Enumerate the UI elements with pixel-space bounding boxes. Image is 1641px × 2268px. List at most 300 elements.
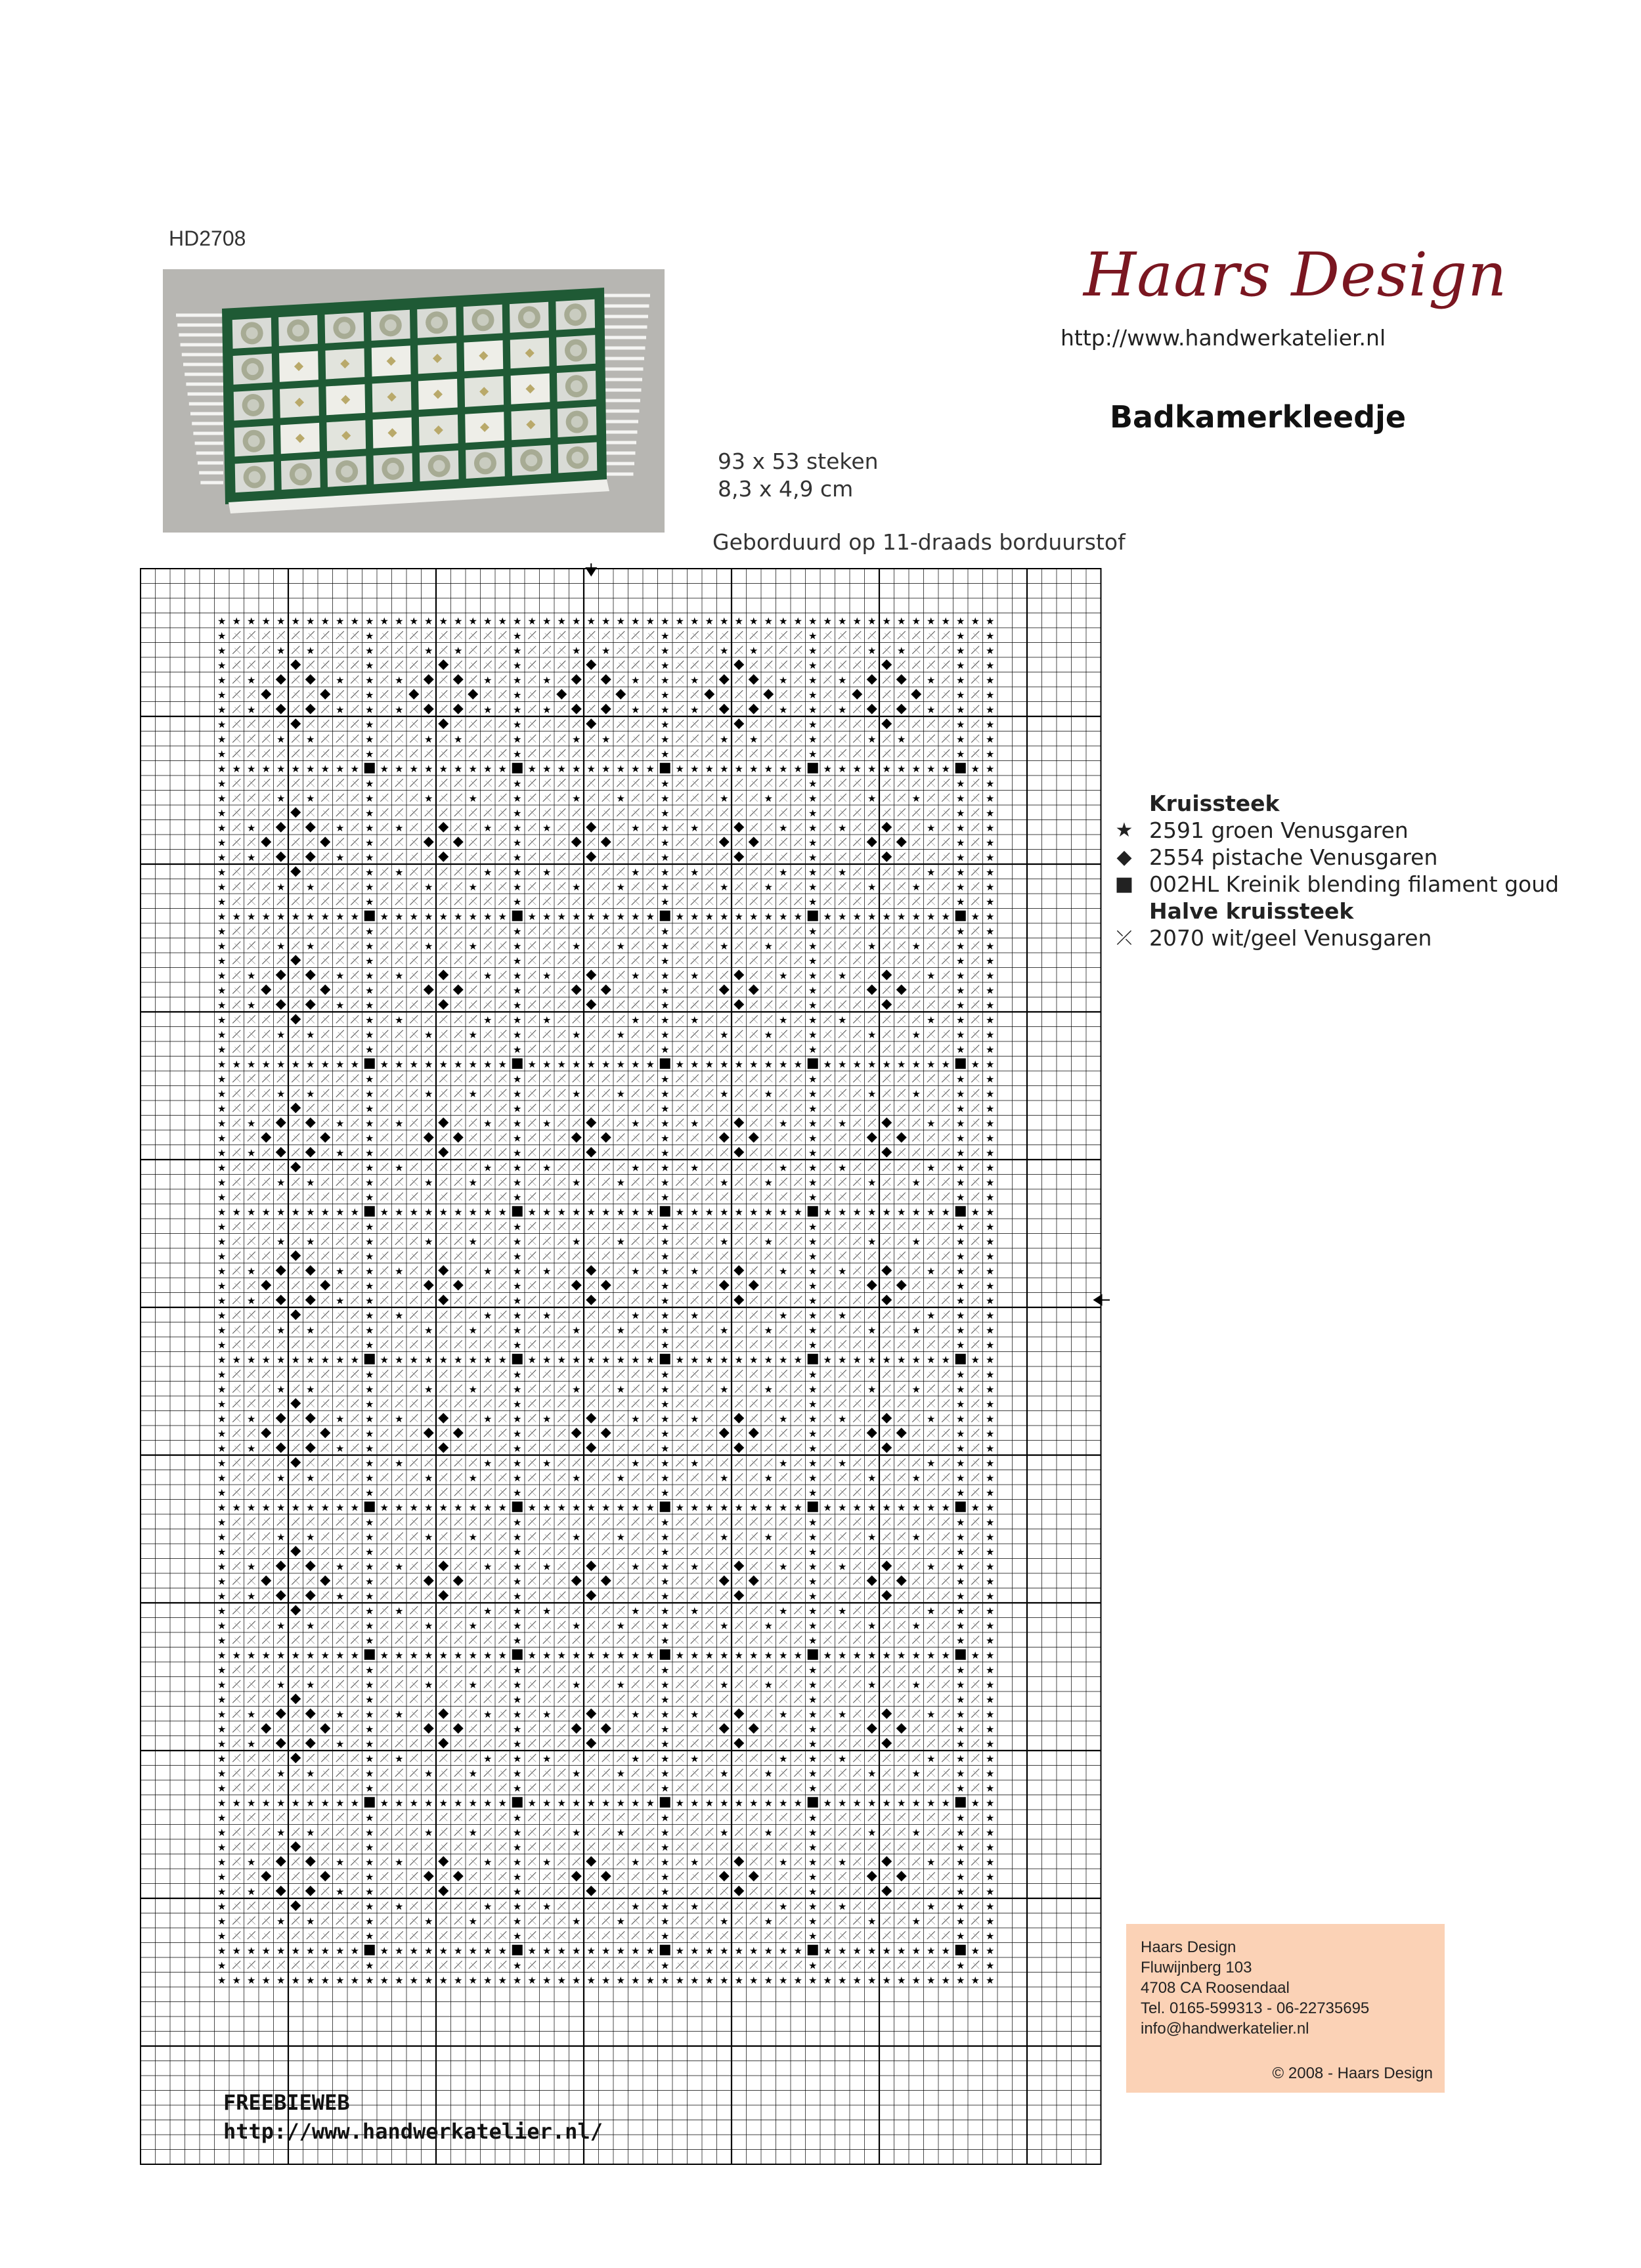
email-link[interactable]: info@handwerkatelier.nl: [1141, 2020, 1309, 2038]
svg-text:★: ★: [986, 925, 995, 938]
svg-text:★: ★: [986, 1087, 995, 1100]
svg-text:★: ★: [631, 615, 640, 627]
svg-text:★: ★: [602, 733, 611, 745]
svg-text:★: ★: [350, 1058, 359, 1070]
svg-text:★: ★: [513, 999, 522, 1011]
svg-text:★: ★: [661, 689, 670, 701]
svg-text:★: ★: [808, 1294, 818, 1307]
svg-text:★: ★: [586, 1058, 596, 1070]
svg-text:★: ★: [808, 1087, 818, 1100]
svg-text:★: ★: [306, 1028, 315, 1041]
svg-text:★: ★: [956, 1117, 965, 1129]
svg-text:★: ★: [424, 644, 433, 657]
star-icon: ★: [1115, 819, 1133, 842]
svg-text:★: ★: [986, 896, 995, 908]
svg-text:★: ★: [513, 1176, 522, 1189]
svg-text:★: ★: [808, 984, 818, 997]
svg-text:★: ★: [956, 1309, 965, 1322]
svg-text:★: ★: [808, 792, 818, 804]
svg-text:★: ★: [468, 940, 477, 952]
svg-text:★: ★: [454, 644, 463, 657]
svg-text:★: ★: [867, 733, 877, 745]
svg-text:★: ★: [986, 1206, 995, 1218]
svg-text:★: ★: [882, 910, 891, 923]
svg-text:★: ★: [483, 703, 492, 716]
svg-text:★: ★: [808, 1339, 818, 1351]
svg-text:★: ★: [808, 1235, 818, 1248]
svg-text:★: ★: [365, 1102, 374, 1115]
svg-text:★: ★: [808, 821, 818, 834]
svg-text:★: ★: [454, 615, 463, 627]
svg-text:★: ★: [734, 1353, 743, 1366]
svg-text:★: ★: [631, 969, 640, 982]
svg-text:★: ★: [823, 1058, 832, 1070]
svg-text:★: ★: [779, 1014, 788, 1026]
svg-text:★: ★: [291, 762, 300, 775]
svg-text:★: ★: [838, 1162, 847, 1174]
svg-text:★: ★: [661, 1117, 670, 1129]
svg-text:★: ★: [764, 1383, 773, 1395]
svg-text:★: ★: [749, 615, 758, 627]
svg-text:★: ★: [336, 1058, 345, 1070]
svg-text:★: ★: [557, 1206, 566, 1218]
svg-text:★: ★: [276, 733, 286, 745]
svg-text:★: ★: [808, 1265, 818, 1277]
svg-text:★: ★: [808, 644, 818, 657]
svg-text:★: ★: [247, 821, 256, 834]
svg-text:★: ★: [956, 821, 965, 834]
svg-text:★: ★: [645, 762, 655, 775]
svg-text:★: ★: [247, 910, 256, 923]
svg-text:★: ★: [690, 1162, 699, 1174]
svg-text:★: ★: [720, 644, 729, 657]
svg-text:★: ★: [661, 1176, 670, 1189]
svg-text:★: ★: [306, 1235, 315, 1248]
svg-text:★: ★: [217, 674, 227, 686]
svg-text:★: ★: [586, 762, 596, 775]
svg-text:★: ★: [956, 674, 965, 686]
svg-text:★: ★: [986, 1265, 995, 1277]
svg-text:★: ★: [365, 777, 374, 790]
address-line: Haars Design: [1141, 1938, 1236, 1956]
svg-text:★: ★: [365, 674, 374, 686]
svg-text:★: ★: [852, 1206, 862, 1218]
svg-text:★: ★: [542, 1117, 552, 1129]
svg-text:★: ★: [956, 1368, 965, 1381]
svg-text:★: ★: [602, 644, 611, 657]
svg-text:★: ★: [395, 615, 404, 627]
svg-text:★: ★: [631, 674, 640, 686]
svg-text:★: ★: [306, 762, 315, 775]
svg-text:★: ★: [602, 910, 611, 923]
svg-text:★: ★: [971, 1353, 980, 1366]
svg-text:★: ★: [734, 762, 743, 775]
svg-text:★: ★: [586, 1353, 596, 1366]
svg-text:★: ★: [793, 615, 802, 627]
svg-text:★: ★: [527, 1353, 536, 1366]
svg-text:★: ★: [956, 1339, 965, 1351]
svg-text:★: ★: [424, 762, 433, 775]
svg-text:★: ★: [808, 703, 818, 716]
svg-text:★: ★: [838, 1309, 847, 1322]
svg-text:★: ★: [631, 821, 640, 834]
svg-text:★: ★: [247, 1146, 256, 1159]
svg-text:★: ★: [808, 896, 818, 908]
svg-text:★: ★: [217, 1191, 227, 1204]
svg-text:★: ★: [986, 630, 995, 642]
svg-text:★: ★: [808, 969, 818, 982]
svg-text:★: ★: [838, 910, 847, 923]
svg-text:★: ★: [631, 866, 640, 879]
svg-text:★: ★: [320, 1058, 330, 1070]
svg-text:★: ★: [217, 1058, 227, 1070]
svg-text:★: ★: [705, 1058, 714, 1070]
svg-text:★: ★: [927, 1014, 936, 1026]
svg-text:★: ★: [217, 1324, 227, 1336]
svg-text:★: ★: [631, 1309, 640, 1322]
svg-text:★: ★: [217, 851, 227, 863]
svg-text:★: ★: [424, 1324, 433, 1336]
svg-text:★: ★: [661, 1191, 670, 1204]
svg-text:★: ★: [365, 969, 374, 982]
freebie-url[interactable]: http://www.handwerkatelier.nl/: [223, 2119, 603, 2144]
svg-text:★: ★: [808, 925, 818, 938]
svg-text:★: ★: [661, 748, 670, 760]
svg-text:★: ★: [468, 1353, 477, 1366]
svg-text:★: ★: [661, 703, 670, 716]
svg-text:★: ★: [395, 762, 404, 775]
svg-text:★: ★: [779, 1265, 788, 1277]
svg-text:★: ★: [365, 748, 374, 760]
svg-text:★: ★: [217, 1043, 227, 1056]
svg-text:★: ★: [661, 615, 670, 627]
svg-text:★: ★: [365, 1043, 374, 1056]
svg-text:★: ★: [217, 910, 227, 923]
legend-item: [1110, 871, 1559, 898]
svg-text:★: ★: [661, 807, 670, 819]
svg-text:★: ★: [483, 1353, 492, 1366]
svg-text:★: ★: [690, 1265, 699, 1277]
svg-text:★: ★: [986, 969, 995, 982]
svg-text:★: ★: [395, 674, 404, 686]
svg-text:★: ★: [897, 1058, 906, 1070]
svg-text:★: ★: [897, 733, 906, 745]
svg-text:★: ★: [911, 615, 921, 627]
svg-text:★: ★: [217, 1162, 227, 1174]
svg-text:★: ★: [602, 615, 611, 627]
svg-text:★: ★: [956, 969, 965, 982]
svg-text:★: ★: [808, 1117, 818, 1129]
svg-text:★: ★: [779, 674, 788, 686]
svg-text:★: ★: [956, 703, 965, 716]
svg-text:★: ★: [380, 762, 389, 775]
svg-text:★: ★: [927, 615, 936, 627]
svg-text:★: ★: [306, 1353, 315, 1366]
svg-text:★: ★: [616, 792, 625, 804]
svg-text:★: ★: [527, 762, 536, 775]
svg-text:★: ★: [424, 881, 433, 893]
svg-text:★: ★: [365, 1265, 374, 1277]
svg-text:★: ★: [320, 1206, 330, 1218]
svg-text:★: ★: [350, 1206, 359, 1218]
svg-text:★: ★: [336, 910, 345, 923]
svg-text:★: ★: [675, 615, 684, 627]
svg-text:★: ★: [661, 984, 670, 997]
svg-text:★: ★: [764, 1087, 773, 1100]
svg-text:★: ★: [365, 984, 374, 997]
svg-text:★: ★: [217, 703, 227, 716]
svg-text:★: ★: [513, 807, 522, 819]
svg-text:★: ★: [217, 1398, 227, 1410]
svg-text:★: ★: [779, 762, 788, 775]
svg-text:★: ★: [661, 1368, 670, 1381]
svg-text:★: ★: [779, 1162, 788, 1174]
svg-text:★: ★: [572, 1324, 581, 1336]
svg-text:★: ★: [661, 837, 670, 849]
svg-text:★: ★: [261, 615, 271, 627]
svg-text:★: ★: [306, 615, 315, 627]
svg-text:★: ★: [261, 910, 271, 923]
svg-text:★: ★: [336, 703, 345, 716]
svg-text:★: ★: [468, 1235, 477, 1248]
svg-text:★: ★: [217, 1117, 227, 1129]
svg-text:★: ★: [483, 1058, 492, 1070]
svg-text:★: ★: [631, 1162, 640, 1174]
svg-text:★: ★: [734, 1058, 743, 1070]
svg-text:★: ★: [616, 1206, 625, 1218]
svg-text:★: ★: [217, 762, 227, 775]
svg-text:★: ★: [911, 1028, 921, 1041]
svg-text:★: ★: [527, 615, 536, 627]
svg-text:★: ★: [365, 1309, 374, 1322]
svg-text:★: ★: [808, 1324, 818, 1336]
svg-text:★: ★: [395, 821, 404, 834]
svg-text:★: ★: [468, 792, 477, 804]
svg-text:★: ★: [764, 1353, 773, 1366]
svg-text:★: ★: [661, 1102, 670, 1115]
svg-text:★: ★: [986, 1176, 995, 1189]
svg-text:★: ★: [645, 1058, 655, 1070]
svg-text:★: ★: [291, 1353, 300, 1366]
svg-text:★: ★: [365, 733, 374, 745]
svg-text:★: ★: [276, 881, 286, 893]
svg-text:★: ★: [661, 866, 670, 879]
svg-text:★: ★: [217, 615, 227, 627]
svg-text:★: ★: [986, 792, 995, 804]
svg-text:★: ★: [986, 1383, 995, 1395]
svg-text:★: ★: [232, 1206, 241, 1218]
svg-text:★: ★: [483, 821, 492, 834]
svg-text:★: ★: [956, 1102, 965, 1115]
svg-text:★: ★: [661, 1294, 670, 1307]
svg-text:★: ★: [291, 910, 300, 923]
svg-text:★: ★: [586, 910, 596, 923]
svg-text:★: ★: [986, 1280, 995, 1292]
svg-text:★: ★: [675, 1058, 684, 1070]
svg-text:★: ★: [498, 1206, 507, 1218]
svg-text:★: ★: [616, 615, 625, 627]
svg-text:★: ★: [380, 1058, 389, 1070]
svg-text:★: ★: [217, 807, 227, 819]
svg-text:★: ★: [705, 910, 714, 923]
svg-text:★: ★: [276, 615, 286, 627]
svg-text:★: ★: [720, 1028, 729, 1041]
svg-text:★: ★: [365, 1368, 374, 1381]
svg-text:★: ★: [365, 1162, 374, 1174]
legend-item: [1110, 817, 1559, 844]
svg-text:★: ★: [291, 615, 300, 627]
svg-text:★: ★: [986, 777, 995, 790]
svg-text:★: ★: [838, 1206, 847, 1218]
svg-text:★: ★: [956, 615, 965, 627]
svg-text:★: ★: [557, 1353, 566, 1366]
svg-text:★: ★: [276, 1087, 286, 1100]
svg-text:★: ★: [823, 615, 832, 627]
svg-text:★: ★: [306, 1176, 315, 1189]
svg-text:★: ★: [956, 1028, 965, 1041]
copyright: © 2008 - Haars Design: [1272, 2064, 1433, 2082]
svg-text:★: ★: [365, 1398, 374, 1410]
svg-text:★: ★: [764, 762, 773, 775]
svg-text:★: ★: [808, 866, 818, 879]
legend-item: [1110, 925, 1559, 951]
svg-text:★: ★: [365, 659, 374, 672]
svg-text:★: ★: [365, 644, 374, 657]
svg-text:★: ★: [513, 1324, 522, 1336]
svg-text:★: ★: [897, 910, 906, 923]
svg-text:★: ★: [247, 1117, 256, 1129]
svg-text:★: ★: [661, 1028, 670, 1041]
svg-text:★: ★: [365, 837, 374, 849]
svg-text:★: ★: [424, 792, 433, 804]
svg-text:★: ★: [690, 1117, 699, 1129]
finished-size: 8,3 x 4,9 cm: [718, 476, 854, 502]
svg-text:★: ★: [927, 821, 936, 834]
svg-text:★: ★: [808, 1073, 818, 1085]
svg-text:★: ★: [483, 1162, 492, 1174]
svg-text:★: ★: [365, 940, 374, 952]
svg-text:★: ★: [424, 910, 433, 923]
svg-text:★: ★: [395, 1265, 404, 1277]
svg-text:★: ★: [424, 1058, 433, 1070]
svg-text:★: ★: [808, 1191, 818, 1204]
address-line: Fluwijnberg 103: [1141, 1959, 1252, 1976]
svg-text:★: ★: [720, 940, 729, 952]
svg-text:★: ★: [483, 762, 492, 775]
svg-text:★: ★: [956, 1250, 965, 1263]
svg-text:★: ★: [483, 866, 492, 879]
svg-text:★: ★: [586, 615, 596, 627]
svg-text:★: ★: [247, 674, 256, 686]
svg-text:★: ★: [513, 630, 522, 642]
fabric-note: Geborduurd op 11-draads borduurstof: [712, 529, 1126, 555]
svg-text:★: ★: [779, 1309, 788, 1322]
svg-text:★: ★: [661, 1043, 670, 1056]
svg-text:★: ★: [631, 1117, 640, 1129]
svg-text:★: ★: [675, 910, 684, 923]
svg-text:★: ★: [808, 837, 818, 849]
svg-text:★: ★: [956, 1087, 965, 1100]
svg-text:★: ★: [483, 615, 492, 627]
svg-text:★: ★: [380, 615, 389, 627]
svg-text:★: ★: [764, 792, 773, 804]
svg-text:★: ★: [911, 792, 921, 804]
svg-text:★: ★: [513, 969, 522, 982]
svg-text:★: ★: [986, 910, 995, 923]
svg-text:★: ★: [808, 1221, 818, 1233]
svg-text:★: ★: [217, 1383, 227, 1395]
svg-text:★: ★: [232, 762, 241, 775]
svg-text:★: ★: [217, 1221, 227, 1233]
website-url[interactable]: http://www.handwerkatelier.nl: [1061, 325, 1386, 351]
svg-text:★: ★: [793, 1353, 802, 1366]
svg-text:★: ★: [306, 1324, 315, 1336]
svg-text:★: ★: [572, 1028, 581, 1041]
svg-text:★: ★: [838, 674, 847, 686]
svg-text:★: ★: [867, 1087, 877, 1100]
svg-text:★: ★: [365, 1176, 374, 1189]
svg-text:★: ★: [217, 821, 227, 834]
svg-text:★: ★: [661, 896, 670, 908]
svg-text:★: ★: [986, 1043, 995, 1056]
contact-box: [1126, 1924, 1445, 2093]
svg-text:★: ★: [468, 910, 477, 923]
svg-text:★: ★: [956, 718, 965, 731]
svg-text:★: ★: [616, 1087, 625, 1100]
svg-text:★: ★: [645, 615, 655, 627]
svg-text:★: ★: [867, 1353, 877, 1366]
svg-text:★: ★: [217, 1073, 227, 1085]
svg-text:★: ★: [956, 955, 965, 967]
svg-text:★: ★: [986, 1058, 995, 1070]
svg-text:★: ★: [882, 762, 891, 775]
svg-text:★: ★: [867, 615, 877, 627]
svg-text:★: ★: [867, 644, 877, 657]
svg-text:★: ★: [306, 792, 315, 804]
svg-text:★: ★: [808, 807, 818, 819]
svg-text:★: ★: [513, 1265, 522, 1277]
svg-text:★: ★: [661, 1235, 670, 1248]
svg-text:★: ★: [956, 940, 965, 952]
svg-text:★: ★: [247, 999, 256, 1011]
svg-text:★: ★: [217, 1014, 227, 1026]
svg-text:★: ★: [439, 1206, 448, 1218]
svg-text:★: ★: [690, 1309, 699, 1322]
svg-text:★: ★: [956, 644, 965, 657]
svg-text:★: ★: [734, 910, 743, 923]
svg-text:★: ★: [852, 762, 862, 775]
svg-text:★: ★: [867, 1235, 877, 1248]
svg-text:★: ★: [616, 881, 625, 893]
svg-text:★: ★: [365, 999, 374, 1011]
svg-text:★: ★: [986, 984, 995, 997]
svg-text:★: ★: [217, 1280, 227, 1292]
svg-text:★: ★: [513, 1117, 522, 1129]
svg-text:★: ★: [986, 866, 995, 879]
svg-text:★: ★: [350, 1353, 359, 1366]
svg-text:★: ★: [276, 1028, 286, 1041]
svg-text:★: ★: [749, 1353, 758, 1366]
svg-text:★: ★: [661, 792, 670, 804]
svg-text:★: ★: [217, 733, 227, 745]
svg-text:★: ★: [336, 1117, 345, 1129]
svg-text:★: ★: [572, 762, 581, 775]
svg-text:★: ★: [395, 703, 404, 716]
svg-text:★: ★: [261, 762, 271, 775]
svg-text:★: ★: [454, 1058, 463, 1070]
svg-text:★: ★: [616, 1028, 625, 1041]
svg-text:★: ★: [217, 644, 227, 657]
